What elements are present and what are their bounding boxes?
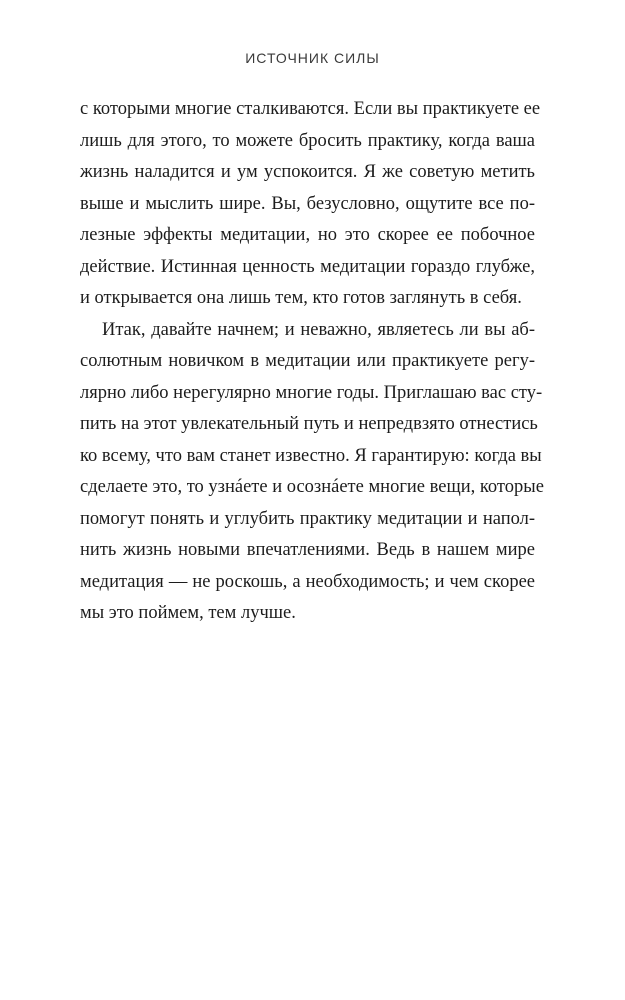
text-line: Итак, давайте начнем; и неважно, являетесь ли вы аб- <box>102 319 535 340</box>
paragraph-2 <box>80 315 544 630</box>
text-line: ко всему, что вам станет известно. Я гарантирую: когда вы <box>80 445 542 466</box>
text-line: жизнь наладится и ум успокоится. Я же советую метить <box>80 162 535 182</box>
text-line: нить жизнь новыми впечатлениями. Ведь в нашем мире <box>80 540 535 560</box>
text-line: с которыми многие сталкиваются. Если вы практикуете ее <box>80 99 541 119</box>
paragraph-1 <box>80 94 541 315</box>
text-line: действие. Истинная ценность медитации гораздо глубже, <box>80 256 535 277</box>
text-line: пить на этот увлекательный путь и непредвзято отнестись <box>80 414 538 434</box>
text-line: лезные эффекты медитации, но это скорее ее побочное <box>80 225 535 245</box>
text-line: выше и мыслить шире. Вы, безусловно, ощутите все по- <box>80 193 535 214</box>
text-line: солютным новичком в медитации или практикуете регу- <box>80 351 535 371</box>
text-line: медитация — не роскошь, а необходимость; и чем скорее <box>80 571 535 592</box>
text-line: мы это поймем, тем лучше. <box>80 603 296 623</box>
text-line: и открывается она лишь тем, кто готов заглянуть в себя. <box>80 288 522 308</box>
body-text <box>80 94 544 630</box>
text-line: лишь для этого, то можете бросить практику, когда ваша <box>80 130 535 151</box>
running-head: ИСТОЧНИК СИЛЫ <box>245 50 380 66</box>
text-line: сделаете это, то узнáете и осознáете многие вещи, которые <box>80 477 544 497</box>
text-line: помогут понять и углубить практику медитации и напол- <box>80 508 535 529</box>
text-line: лярно либо нерегулярно многие годы. Приглашаю вас сту- <box>80 382 543 403</box>
